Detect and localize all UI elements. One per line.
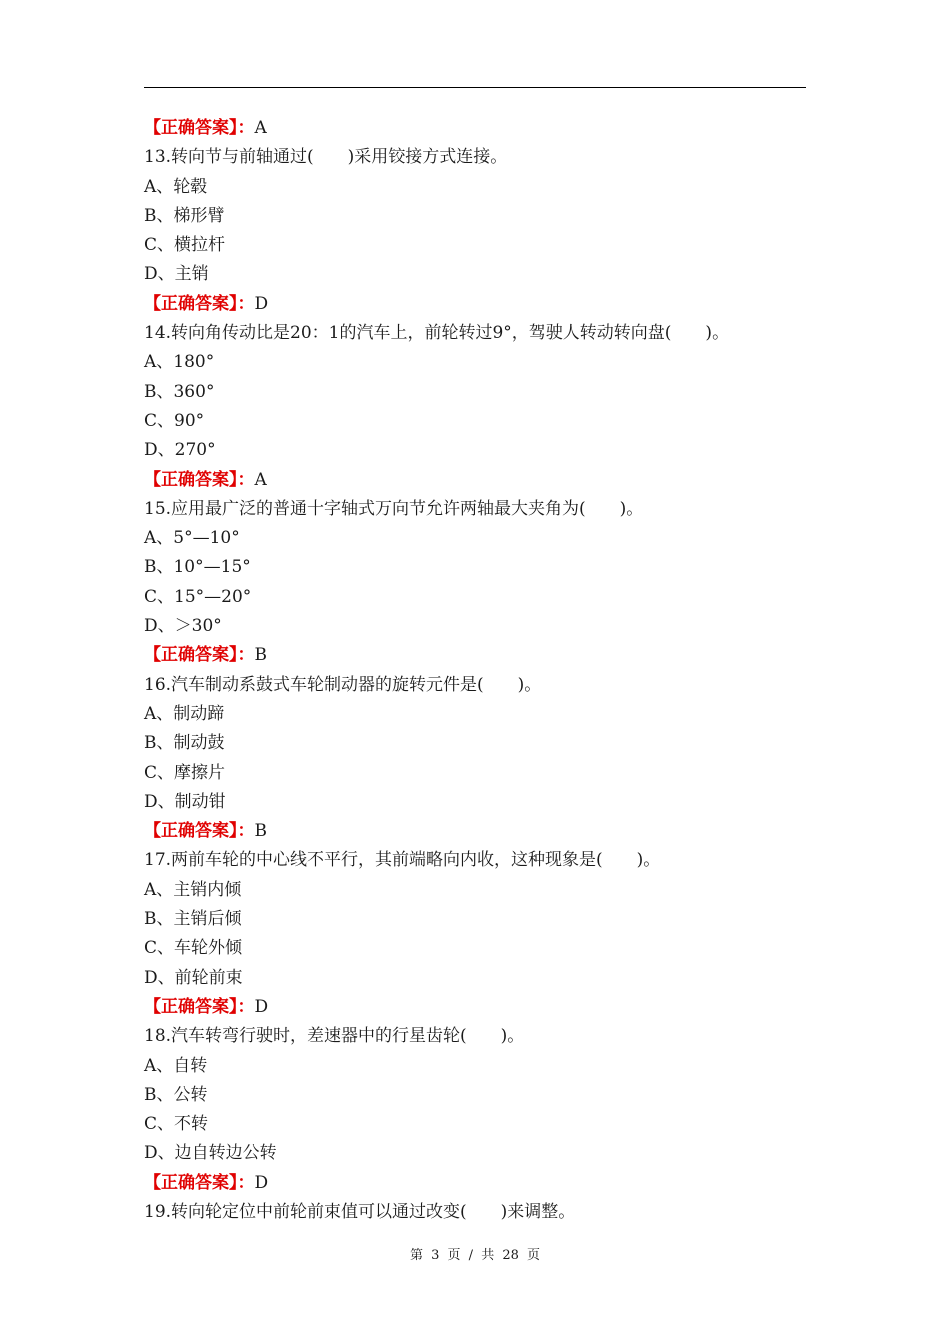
- header-rule: [144, 87, 806, 88]
- option-text: C、摩擦片: [144, 762, 226, 783]
- option-text: C、车轮外倾: [144, 938, 243, 959]
- option-text: C、不转: [144, 1114, 209, 1135]
- option-text: A、自转: [144, 1055, 208, 1076]
- option-text: A、轮毂: [144, 176, 208, 197]
- footer-page-unit: 页: [447, 1248, 461, 1263]
- answer-line: [144, 290, 824, 319]
- footer-separator: /: [468, 1248, 474, 1263]
- question-list: [144, 114, 824, 1227]
- footer-current-page: 3: [431, 1248, 440, 1263]
- option-text: B、360°: [144, 381, 215, 402]
- footer-page-prefix: 第: [409, 1248, 423, 1263]
- answer-value: D: [254, 1172, 269, 1193]
- answer-label: 【正确答案】：: [144, 821, 255, 842]
- question-text: 14.转向角传动比是20：1的汽车上，前轮转过9°，驾驶人转动转向盘( )。: [144, 323, 730, 344]
- answer-value: A: [254, 118, 267, 138]
- question-text: 15.应用最广泛的普通十字轴式万向节允许两轴最大夹角为( )。: [144, 498, 644, 519]
- question-text: 18.汽车转弯行驶时，差速器中的行星齿轮( )。: [144, 1026, 525, 1047]
- option-text: D、前轮前束: [144, 967, 243, 988]
- answer-line: [144, 466, 824, 495]
- answer-line: [144, 817, 824, 846]
- option-text: C、横拉杆: [144, 235, 226, 256]
- option-text: A、5°—10°: [144, 528, 240, 549]
- option-text: B、10°—15°: [144, 557, 251, 578]
- option-text: D、＞30°: [144, 616, 222, 637]
- answer-label: 【正确答案】：: [144, 118, 255, 138]
- option-text: D、边自转边公转: [144, 1143, 277, 1164]
- answer-line: [144, 114, 824, 143]
- question-text: 19.转向轮定位中前轮前束值可以通过改变( )来调整。: [144, 1201, 576, 1222]
- question-text: 17.两前车轮的中心线不平行，其前端略向内收，这种现象是( )。: [144, 850, 661, 871]
- option-text: D、主销: [144, 264, 209, 285]
- footer-total-unit: 页: [527, 1248, 541, 1263]
- footer-total-pages: 28: [502, 1248, 519, 1263]
- answer-value: B: [254, 645, 267, 666]
- question-text: 16.汽车制动系鼓式车轮制动器的旋转元件是( )。: [144, 674, 542, 695]
- option-text: C、15°—20°: [144, 586, 252, 607]
- option-text: A、主销内倾: [144, 879, 242, 900]
- page-footer: [0, 1244, 950, 1263]
- answer-label: 【正确答案】：: [144, 469, 255, 490]
- option-text: C、90°: [144, 410, 205, 431]
- answer-label: 【正确答案】：: [144, 996, 255, 1017]
- answer-line: [144, 641, 824, 670]
- option-text: A、制动蹄: [144, 703, 225, 724]
- answer-label: 【正确答案】：: [144, 1172, 255, 1193]
- answer-value: B: [254, 821, 267, 842]
- option-text: D、制动钳: [144, 791, 226, 812]
- option-text: B、梯形臂: [144, 205, 225, 226]
- answer-value: A: [254, 469, 267, 490]
- answer-label: 【正确答案】：: [144, 293, 255, 314]
- answer-line: [144, 993, 824, 1022]
- option-text: B、主销后倾: [144, 909, 242, 930]
- option-text: D、270°: [144, 440, 216, 461]
- question-text: 13.转向节与前轴通过( )采用铰接方式连接。: [144, 147, 508, 168]
- answer-value: D: [254, 996, 269, 1017]
- footer-total-prefix: 共: [481, 1248, 495, 1263]
- answer-line: [144, 1169, 824, 1198]
- option-text: A、180°: [144, 352, 215, 373]
- option-text: B、公转: [144, 1084, 208, 1105]
- answer-label: 【正确答案】：: [144, 645, 255, 666]
- answer-value: D: [254, 293, 269, 314]
- option-text: B、制动鼓: [144, 733, 225, 754]
